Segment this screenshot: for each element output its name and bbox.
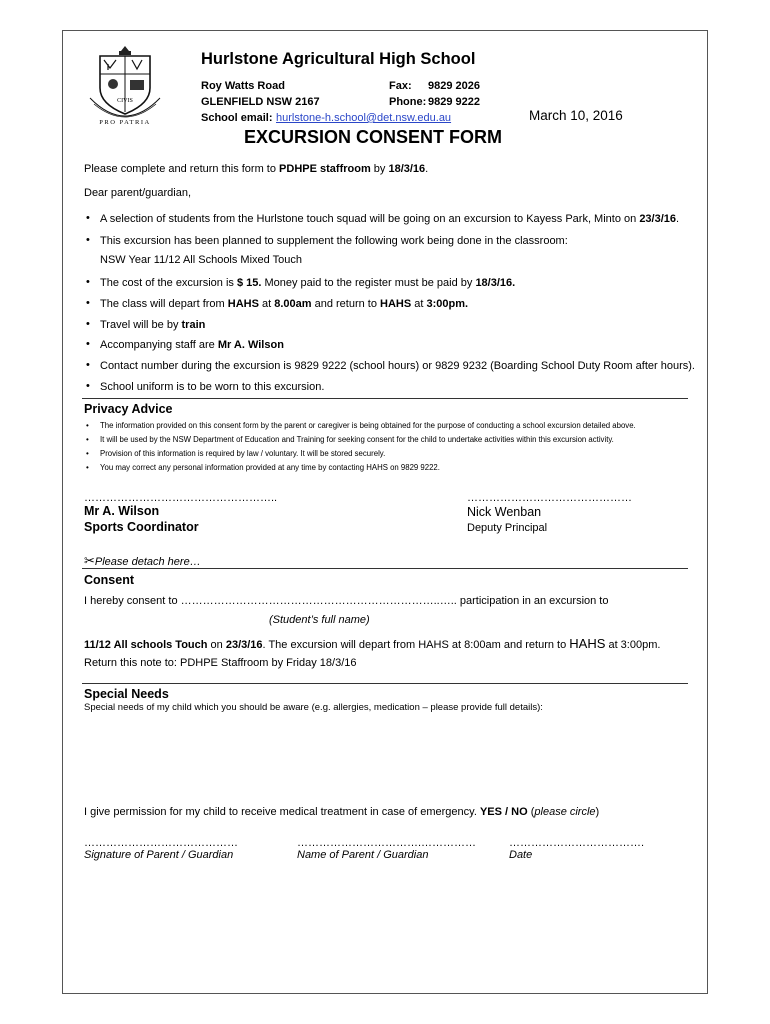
deputy-name: Nick Wenban	[467, 505, 542, 519]
school-name: Hurlstone Agricultural High School	[201, 50, 476, 68]
address-line-1: Roy Watts Road	[201, 80, 285, 92]
bullet-dot: •	[86, 380, 90, 392]
date-line[interactable]: ……………………………….	[509, 837, 645, 849]
bullet-uniform: School uniform is to be worn to this excursion.	[100, 381, 325, 393]
bullet-purpose-sub: NSW Year 11/12 All Schools Mixed Touch	[100, 254, 302, 266]
divider	[82, 398, 688, 399]
bullet-dot: •	[86, 463, 89, 472]
bullet-dot: •	[86, 318, 90, 330]
greeting: Dear parent/guardian,	[84, 187, 192, 199]
bullet-dot: •	[86, 212, 90, 224]
fax-value: 9829 2026	[428, 80, 480, 92]
privacy-heading: Privacy Advice	[84, 402, 173, 416]
deputy-role: Deputy Principal	[467, 522, 548, 534]
privacy-item: The information provided on this consent form by the parent or caregiver is being obtained for the purpose of conducting a school excursion detailed above.	[100, 421, 636, 430]
phone-value: 9829 9222	[428, 96, 480, 108]
parent-name-label: Name of Parent / Guardian	[297, 849, 429, 861]
detach-divider	[82, 568, 688, 569]
parent-signature-line[interactable]: ……………………………………	[84, 837, 238, 849]
special-needs-heading: Special Needs	[84, 687, 169, 701]
bullet-staff: Accompanying staff are Mr A. Wilson	[100, 339, 284, 351]
medical-permission: I give permission for my child to receive medical treatment in case of emergency. YES / NO (please circle)	[84, 806, 600, 818]
detach-line: ✂Please detach here…	[84, 553, 201, 568]
bullet-dot: •	[86, 359, 90, 371]
return-note: Return this note to: PDHPE Staffroom by Friday 18/3/16	[84, 657, 357, 669]
bullet-dot: •	[86, 421, 89, 430]
crest-civis-text: CIVIS	[117, 98, 133, 104]
date-label: Date	[509, 849, 533, 861]
divider	[82, 683, 688, 684]
bullet-dot: •	[86, 449, 89, 458]
yes-no-choice[interactable]: YES / NO	[479, 806, 528, 818]
parent-signature-label: Signature of Parent / Guardian	[84, 849, 234, 861]
bullet-purpose: This excursion has been planned to supplement the following work being done in the classroom:	[100, 235, 568, 247]
bullet-dot: •	[86, 234, 90, 246]
bullet-cost: The cost of the excursion is $ 15. Money paid to the register must be paid by 18/3/16.	[100, 277, 516, 289]
form-date: March 10, 2016	[529, 108, 623, 123]
privacy-item: You may correct any personal information provided at any time by contacting HAHS on 9829 9222.	[100, 463, 440, 472]
phone-label: Phone:	[389, 96, 427, 108]
privacy-item: It will be used by the NSW Department of Education and Training for seeking consent for the child to undertake activities within this excursion activity.	[100, 435, 614, 444]
consent-heading: Consent	[84, 573, 134, 587]
student-name-caption: (Student’s full name)	[269, 614, 370, 626]
address-line-2: GLENFIELD NSW 2167	[201, 96, 320, 108]
bullet-contact: Contact number during the excursion is 9829 9222 (school hours) or 9829 9232 (Boarding School Duty Room after hours).	[100, 360, 695, 372]
bullet-travel: Travel will be by train	[100, 319, 206, 331]
email-label: School email:	[201, 112, 273, 124]
coordinator-role: Sports Coordinator	[84, 520, 199, 534]
signature-line-coordinator: ……………………………………………..	[84, 492, 278, 504]
coordinator-name: Mr A. Wilson	[84, 504, 160, 518]
special-needs-prompt: Special needs of my child which you should be aware (e.g. allergies, medication – please provide full details):	[84, 702, 543, 713]
bullet-dot: •	[86, 435, 89, 444]
form-title: EXCURSION CONSENT FORM	[244, 127, 503, 147]
bullet-dot: •	[86, 297, 90, 309]
crest-motto-text: PRO PATRIA	[99, 119, 151, 126]
school-email-link[interactable]: hurlstone-h.school@det.nsw.edu.au	[276, 112, 452, 124]
consent-excursion-details: 11/12 All schools Touch on 23/3/16. The excursion will depart from HAHS at 8:00am and return to HAHS at 3:00pm.	[84, 636, 661, 651]
bullet-departure: The class will depart from HAHS at 8.00am and return to HAHS at 3:00pm.	[100, 298, 469, 310]
bullet-dot: •	[86, 338, 90, 350]
bullet-excursion: A selection of students from the Hurlstone touch squad will be going on an excursion to Kayess Park, Minto on 23/3/16.	[100, 213, 680, 225]
consent-student-line[interactable]: I hereby consent to ……………………………………………………………..….. participation in an excursion to	[84, 595, 609, 607]
special-needs-field[interactable]	[84, 716, 688, 796]
scissors-icon: ✂	[84, 553, 95, 568]
privacy-item: Provision of this information is required by law / voluntary. It will be stored securely.	[100, 449, 386, 458]
bullet-dot: •	[86, 276, 90, 288]
parent-name-line[interactable]: …………………………….……………	[297, 837, 477, 849]
fax-label: Fax:	[389, 80, 412, 92]
intro-text: Please complete and return this form to PDHPE staffroom by 18/3/16.	[84, 163, 429, 175]
school-crest-logo	[88, 44, 162, 128]
signature-line-deputy: ………………………………………	[467, 492, 632, 504]
